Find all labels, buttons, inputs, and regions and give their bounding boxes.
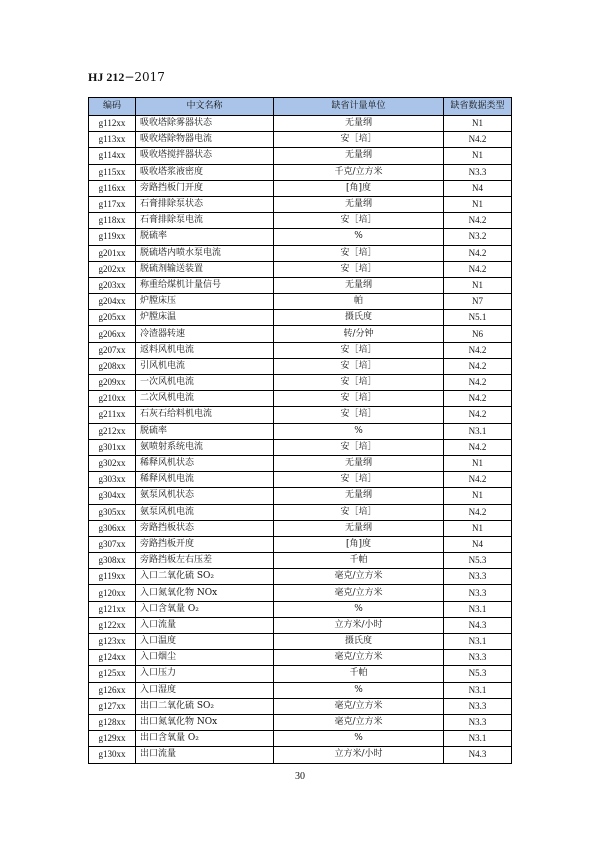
table-row [89,747,512,763]
cell-name: 旁路挡板门开度 [136,180,274,196]
column-header-unit: 缺省计量单位 [274,98,444,116]
cell-type: N5.3 [444,553,512,569]
cell-code: g117xx [89,196,136,212]
cell-name: 脱硫塔内喷水泵电流 [136,245,274,261]
cell-type: N4.2 [444,504,512,520]
table-row [89,245,512,261]
cell-unit: 无量纲 [274,455,444,471]
cell-unit: % [274,229,444,245]
cell-unit: 无量纲 [274,116,444,132]
cell-unit: 毫克/立方米 [274,698,444,714]
cell-code: g211xx [89,407,136,423]
cell-name: 石膏排除泵电流 [136,213,274,229]
table-row [89,666,512,682]
cell-unit: 安［培］ [274,245,444,261]
cell-unit: 安［培］ [274,407,444,423]
cell-code: g128xx [89,714,136,730]
table-row [89,375,512,391]
cell-type: N3.1 [444,423,512,439]
table-row [89,148,512,164]
cell-unit: 转/分钟 [274,326,444,342]
cell-unit: 摄氏度 [274,310,444,326]
cell-unit: % [274,731,444,747]
cell-unit: 毫克/立方米 [274,714,444,730]
cell-name: 出口流量 [136,747,274,763]
cell-unit: 无量纲 [274,148,444,164]
cell-name: 入口流量 [136,617,274,633]
cell-name: 吸收塔浆液密度 [136,164,274,180]
cell-unit: % [274,601,444,617]
cell-name: 出口二氧化硫 SO₂ [136,698,274,714]
table-row [89,132,512,148]
cell-type: N4.2 [444,342,512,358]
cell-code: g122xx [89,617,136,633]
table-row [89,455,512,471]
table-header-row [89,98,512,116]
cell-unit: 安［培］ [274,358,444,374]
cell-code: g201xx [89,245,136,261]
cell-type: N4.2 [444,213,512,229]
cell-name: 旁路挡板开度 [136,536,274,552]
cell-type: N1 [444,148,512,164]
cell-unit: % [274,423,444,439]
cell-type: N3.2 [444,229,512,245]
cell-unit: 毫克/立方米 [274,569,444,585]
cell-type: N4.3 [444,747,512,763]
cell-type: N3.3 [444,585,512,601]
column-header-code: 编码 [89,98,136,116]
cell-code: g116xx [89,180,136,196]
cell-name: 二次风机电流 [136,391,274,407]
cell-type: N3.1 [444,601,512,617]
cell-code: g304xx [89,488,136,504]
cell-name: 返料风机电流 [136,342,274,358]
cell-name: 引风机电流 [136,358,274,374]
cell-code: g210xx [89,391,136,407]
cell-unit: 安［培］ [274,213,444,229]
cell-name: 入口二氧化硫 SO₂ [136,569,274,585]
cell-type: N4.2 [444,472,512,488]
table-row [89,617,512,633]
page-number: 30 [295,771,305,782]
table-row [89,601,512,617]
table-row [89,213,512,229]
document-header [88,70,165,85]
cell-type: N3.1 [444,731,512,747]
table-row [89,342,512,358]
table-row [89,277,512,293]
cell-name: 吸收塔除物器电流 [136,132,274,148]
cell-name: 稀释风机电流 [136,472,274,488]
cell-type: N1 [444,277,512,293]
table-row [89,294,512,310]
cell-name: 吸收塔除雾器状态 [136,116,274,132]
cell-unit: 安［培］ [274,439,444,455]
table-row [89,116,512,132]
cell-name: 氨喷射系统电流 [136,439,274,455]
cell-code: g112xx [89,116,136,132]
cell-name: 脱硫剂输送装置 [136,261,274,277]
cell-type: N4.2 [444,375,512,391]
cell-code: g212xx [89,423,136,439]
cell-unit: 安［培］ [274,504,444,520]
table-row [89,358,512,374]
cell-unit: 无量纲 [274,277,444,293]
cell-code: g114xx [89,148,136,164]
cell-unit: 帕 [274,294,444,310]
table-row [89,682,512,698]
table-row [89,569,512,585]
cell-type: N4.2 [444,439,512,455]
standard-year: −2017 [124,70,165,84]
table-row [89,423,512,439]
table-row [89,164,512,180]
cell-code: g124xx [89,650,136,666]
table-row [89,391,512,407]
cell-unit: 立方米/小时 [274,747,444,763]
cell-unit: 毫克/立方米 [274,650,444,666]
cell-type: N4.2 [444,132,512,148]
cell-code: g205xx [89,310,136,326]
cell-code: g306xx [89,520,136,536]
table-row [89,520,512,536]
column-header-name: 中文名称 [136,98,274,116]
cell-unit: 无量纲 [274,196,444,212]
cell-name: 入口温度 [136,634,274,650]
cell-type: N6 [444,326,512,342]
table-row [89,731,512,747]
column-header-type: 缺省数据类型 [444,98,512,116]
cell-name: 出口氮氧化物 NOx [136,714,274,730]
cell-code: g115xx [89,164,136,180]
cell-type: N1 [444,116,512,132]
cell-code: g118xx [89,213,136,229]
cell-name: 入口湿度 [136,682,274,698]
data-code-table [88,97,512,764]
cell-code: g127xx [89,698,136,714]
cell-unit: 立方米/小时 [274,617,444,633]
table-row [89,698,512,714]
cell-unit: 安［培］ [274,472,444,488]
cell-code: g305xx [89,504,136,520]
cell-type: N3.3 [444,569,512,585]
table-row [89,326,512,342]
cell-name: 氨泵风机电流 [136,504,274,520]
cell-name: 旁路挡板状态 [136,520,274,536]
cell-code: g130xx [89,747,136,763]
cell-code: g120xx [89,585,136,601]
cell-unit: 千帕 [274,553,444,569]
cell-name: 石膏排除泵状态 [136,196,274,212]
cell-code: g301xx [89,439,136,455]
cell-code: g129xx [89,731,136,747]
cell-type: N1 [444,196,512,212]
cell-code: g202xx [89,261,136,277]
table-row [89,714,512,730]
cell-name: 入口含氧量 O₂ [136,601,274,617]
table-row [89,180,512,196]
cell-name: 入口氮氧化物 NOx [136,585,274,601]
cell-type: N3.1 [444,682,512,698]
cell-code: g209xx [89,375,136,391]
cell-type: N4.2 [444,245,512,261]
cell-unit: 安［培］ [274,391,444,407]
cell-code: g119xx [89,569,136,585]
cell-unit: 安［培］ [274,375,444,391]
cell-name: 氨泵风机状态 [136,488,274,504]
cell-unit: 无量纲 [274,520,444,536]
cell-code: g123xx [89,634,136,650]
table-row [89,553,512,569]
cell-unit: 摄氏度 [274,634,444,650]
cell-unit: 千克/立方米 [274,164,444,180]
cell-name: 脱硫率 [136,423,274,439]
cell-name: 炉膛床压 [136,294,274,310]
cell-type: N5.1 [444,310,512,326]
cell-type: N1 [444,520,512,536]
cell-type: N4.2 [444,407,512,423]
table-row [89,585,512,601]
cell-type: N1 [444,488,512,504]
cell-unit: 无量纲 [274,488,444,504]
cell-code: g206xx [89,326,136,342]
cell-unit: 安［培］ [274,261,444,277]
table-row [89,472,512,488]
cell-type: N3.3 [444,698,512,714]
cell-name: 冷渣器转速 [136,326,274,342]
cell-name: 入口烟尘 [136,650,274,666]
cell-type: N4.2 [444,261,512,277]
cell-unit: 毫克/立方米 [274,585,444,601]
table-body [89,116,512,764]
table-row [89,196,512,212]
cell-type: N1 [444,455,512,471]
table-row [89,650,512,666]
cell-type: N4.2 [444,358,512,374]
cell-code: g303xx [89,472,136,488]
table-row [89,229,512,245]
cell-code: g113xx [89,132,136,148]
cell-name: 吸收塔搅拌器状态 [136,148,274,164]
cell-unit: 安［培］ [274,342,444,358]
cell-type: N4 [444,536,512,552]
cell-code: g307xx [89,536,136,552]
cell-name: 炉膛床温 [136,310,274,326]
cell-name: 一次风机电流 [136,375,274,391]
table-row [89,488,512,504]
table-row [89,536,512,552]
cell-code: g121xx [89,601,136,617]
table-row [89,261,512,277]
cell-type: N7 [444,294,512,310]
table-row [89,310,512,326]
cell-name: 石灰石给料机电流 [136,407,274,423]
cell-code: g207xx [89,342,136,358]
cell-name: 入口压力 [136,666,274,682]
table-row [89,634,512,650]
cell-type: N4 [444,180,512,196]
cell-code: g125xx [89,666,136,682]
cell-code: g308xx [89,553,136,569]
cell-unit: % [274,682,444,698]
cell-name: 出口含氧量 O₂ [136,731,274,747]
cell-type: N3.1 [444,634,512,650]
cell-unit: [角]度 [274,180,444,196]
table-row [89,407,512,423]
cell-unit: [角]度 [274,536,444,552]
table-row [89,439,512,455]
cell-code: g119xx [89,229,136,245]
cell-code: g126xx [89,682,136,698]
cell-code: g302xx [89,455,136,471]
cell-type: N5.3 [444,666,512,682]
cell-code: g203xx [89,277,136,293]
cell-type: N3.3 [444,650,512,666]
cell-unit: 千帕 [274,666,444,682]
cell-name: 脱硫率 [136,229,274,245]
table-row [89,504,512,520]
cell-code: g208xx [89,358,136,374]
cell-unit: 安［培］ [274,132,444,148]
cell-name: 称重给煤机计量信号 [136,277,274,293]
cell-name: 旁路挡板左右压差 [136,553,274,569]
cell-type: N4.3 [444,617,512,633]
standard-code: HJ 212 [88,70,125,84]
cell-type: N4.2 [444,391,512,407]
cell-type: N3.3 [444,714,512,730]
cell-code: g204xx [89,294,136,310]
cell-type: N3.3 [444,164,512,180]
cell-name: 稀释风机状态 [136,455,274,471]
